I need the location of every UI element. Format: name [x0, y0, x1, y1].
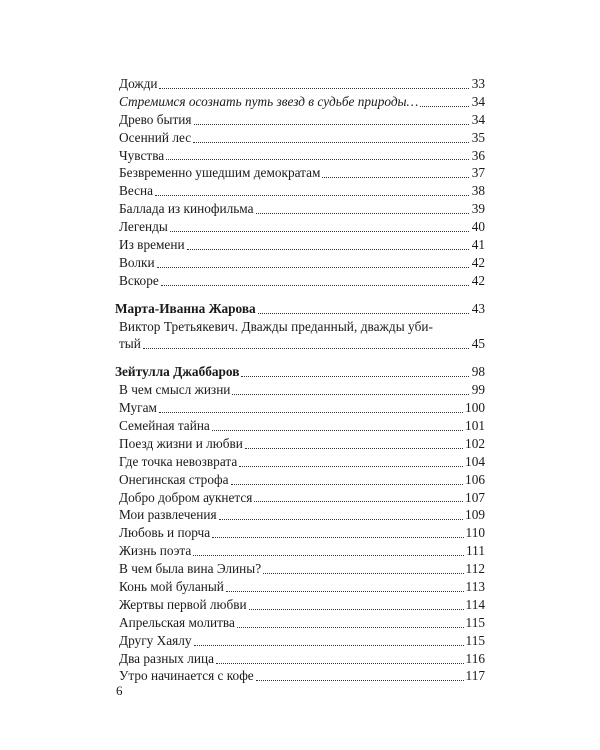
- dot-leader: [212, 430, 463, 431]
- toc-entry-title: Другу Хаялу: [119, 632, 192, 648]
- section-gap: [115, 290, 485, 300]
- toc-entry-page: 98: [471, 364, 485, 380]
- toc-entry[interactable]: [115, 417, 485, 435]
- dot-leader: [258, 313, 469, 314]
- dot-leader: [241, 376, 469, 377]
- toc-entry-title: Жертвы первой любви: [119, 596, 247, 612]
- dot-leader: [159, 412, 463, 413]
- toc-entry[interactable]: [115, 471, 485, 489]
- toc-entry-title: Апрельская молитва: [119, 614, 235, 630]
- toc-entry-page: 115: [465, 632, 485, 648]
- dot-leader: [157, 267, 469, 268]
- toc-entry[interactable]: [115, 668, 485, 686]
- dot-leader: [194, 645, 464, 646]
- toc-entry-title: Вскоре: [119, 272, 159, 288]
- dot-leader: [231, 484, 464, 485]
- toc-entry[interactable]: [115, 453, 485, 471]
- toc-entry-page: 106: [465, 471, 485, 487]
- toc-entry-title-line1: Виктор Третьякевич. Дважды преданный, дважды уби-: [119, 318, 434, 334]
- dot-leader: [170, 231, 469, 232]
- dot-leader: [193, 142, 469, 143]
- dot-leader: [322, 177, 469, 178]
- toc-entry-page: 42: [471, 272, 485, 288]
- toc-entry-page: 112: [465, 561, 485, 577]
- toc-entry-page: 36: [471, 147, 485, 163]
- dot-leader: [143, 348, 469, 349]
- toc-entry-title: Онегинская строфа: [119, 471, 229, 487]
- dot-leader: [187, 249, 469, 250]
- toc-entry-title: тый: [119, 336, 141, 352]
- toc-entry-title: Осенний лес: [119, 129, 192, 145]
- toc-entry-page: 101: [465, 418, 485, 434]
- toc-entry-page: 34: [471, 93, 485, 109]
- toc-entry-title: Волки: [119, 254, 155, 270]
- toc-entry[interactable]: [115, 596, 485, 614]
- toc-entry-title: Мои развлечения: [119, 507, 217, 523]
- toc-entry-title: Баллада из кинофильма: [119, 201, 254, 217]
- toc-entry-page: 40: [471, 219, 485, 235]
- toc-entry-page: 100: [465, 400, 485, 416]
- toc-entry-title: Дожди: [119, 75, 158, 91]
- toc-entry-title: Конь мой буланый: [119, 579, 224, 595]
- dot-leader: [239, 466, 463, 467]
- toc-entry-page: 99: [471, 382, 485, 398]
- toc-entry-title: Весна: [119, 183, 154, 199]
- dot-leader: [219, 519, 463, 520]
- toc-entry-page: 116: [465, 650, 485, 666]
- toc-entry-title: Из времени: [119, 237, 185, 252]
- dot-leader: [166, 159, 469, 160]
- toc-entry-title: Зейтулла Джаббаров: [115, 364, 240, 380]
- toc-entry[interactable]: [115, 399, 485, 417]
- toc-entry-title: Легенды: [119, 219, 168, 235]
- toc-entry[interactable]: [115, 560, 485, 578]
- dot-leader: [256, 213, 469, 214]
- dot-leader: [256, 680, 464, 681]
- toc-entry-title: Где точка невозврата: [119, 453, 238, 469]
- toc-entry-title: Любовь и порча: [119, 525, 211, 541]
- dot-leader: [245, 448, 463, 449]
- toc-entry[interactable]: [115, 318, 485, 336]
- toc-entry-title: Жизнь поэта: [119, 543, 192, 559]
- table-of-contents: [115, 75, 485, 685]
- toc-entry-page: 33: [471, 75, 485, 91]
- toc-entry[interactable]: [115, 200, 485, 218]
- dot-leader: [254, 501, 463, 502]
- dot-leader: [263, 573, 463, 574]
- toc-entry-page: 37: [471, 165, 485, 181]
- dot-leader: [161, 285, 469, 286]
- toc-entry[interactable]: [115, 111, 485, 129]
- toc-entry-title: Добро добром аукнется: [119, 489, 253, 505]
- toc-entry-title: Чувства: [119, 147, 165, 163]
- dot-leader: [216, 663, 464, 664]
- dot-leader: [226, 591, 464, 592]
- toc-entry-page: 114: [465, 596, 485, 612]
- toc-entry[interactable]: [115, 578, 485, 596]
- toc-entry-title: В чем была вина Элины?: [119, 561, 262, 577]
- toc-entry[interactable]: [115, 632, 485, 650]
- dot-leader: [420, 106, 469, 107]
- toc-entry-page: 45: [471, 336, 485, 352]
- toc-entry[interactable]: [115, 272, 485, 290]
- dot-leader: [155, 195, 469, 196]
- toc-entry-title: В чем смысл жизни: [119, 382, 231, 398]
- toc-entry-page: 41: [471, 237, 485, 252]
- toc-entry[interactable]: [115, 542, 485, 560]
- toc-entry[interactable]: [115, 381, 485, 399]
- toc-entry-title: Безвременно ушедшим демократам: [119, 165, 321, 181]
- dot-leader: [212, 537, 463, 538]
- toc-entry-page: 35: [471, 129, 485, 145]
- dot-leader: [159, 88, 469, 89]
- toc-entry-page: 39: [471, 201, 485, 217]
- toc-entry[interactable]: [115, 435, 485, 453]
- toc-entry[interactable]: [115, 75, 485, 93]
- toc-entry-page: 104: [465, 453, 485, 469]
- toc-entry-page: 111: [466, 543, 485, 559]
- dot-leader: [237, 627, 464, 628]
- dot-leader: [194, 124, 469, 125]
- toc-entry-page: 113: [465, 579, 485, 595]
- toc-entry-page: 38: [471, 183, 485, 199]
- toc-entry[interactable]: [115, 182, 485, 200]
- dot-leader: [232, 394, 469, 395]
- toc-entry-title: Мугам: [119, 400, 157, 416]
- toc-entry[interactable]: [115, 614, 485, 632]
- toc-entry[interactable]: [115, 650, 485, 668]
- toc-entry[interactable]: [115, 218, 485, 236]
- toc-entry-title: Утро начинается с кофе: [119, 668, 254, 684]
- toc-entry[interactable]: [115, 147, 485, 165]
- toc-entry-page: 110: [465, 525, 485, 541]
- toc-entry-title: Семейная тайна: [119, 418, 210, 434]
- toc-entry-title: Стремимся осознать путь звезд в судьбе природы…: [119, 93, 419, 109]
- toc-entry[interactable]: [115, 164, 485, 182]
- toc-entry[interactable]: [115, 254, 485, 272]
- section-gap: [115, 353, 485, 363]
- toc-author[interactable]: [115, 363, 485, 381]
- toc-entry-page: 109: [465, 507, 485, 523]
- toc-entry-page: 117: [465, 668, 485, 684]
- dot-leader: [249, 609, 464, 610]
- toc-entry-page: 102: [465, 435, 485, 451]
- toc-entry-title: Древо бытия: [119, 111, 192, 127]
- toc-entry[interactable]: [115, 236, 485, 254]
- toc-entry-page: 115: [465, 614, 485, 630]
- toc-author[interactable]: [115, 300, 485, 318]
- toc-entry[interactable]: [115, 524, 485, 542]
- dot-leader: [193, 555, 464, 556]
- page-number: 6: [116, 683, 123, 698]
- toc-entry-page: 34: [471, 111, 485, 127]
- toc-entry-page: 43: [471, 300, 485, 316]
- toc-entry[interactable]: [115, 506, 485, 524]
- toc-entry-page: 42: [471, 254, 485, 270]
- toc-entry-page: 107: [465, 489, 485, 505]
- toc-entry-title: Марта-Иванна Жарова: [115, 300, 256, 316]
- toc-entry[interactable]: [115, 93, 485, 111]
- toc-entry[interactable]: [115, 129, 485, 147]
- toc-entry-title: Два разных лица: [119, 650, 214, 666]
- toc-entry-continuation[interactable]: [115, 335, 485, 353]
- toc-entry[interactable]: [115, 489, 485, 507]
- toc-entry-title: Поезд жизни и любви: [119, 435, 243, 451]
